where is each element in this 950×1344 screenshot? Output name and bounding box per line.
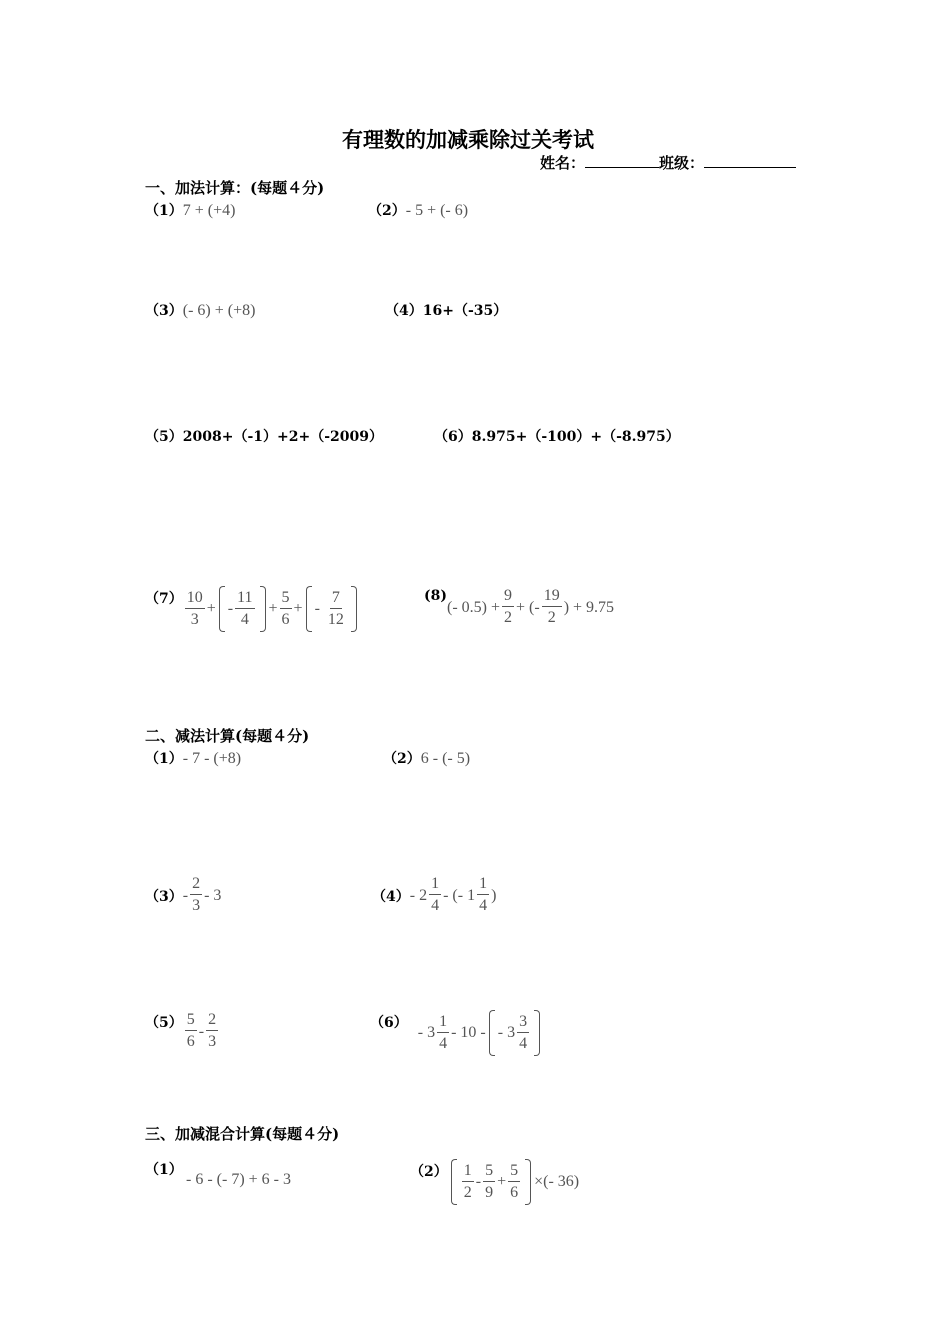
fraction: $\frac{11}{4}$ <box>237 588 253 628</box>
problem-1-4 <box>385 300 507 320</box>
right-paren <box>351 586 357 632</box>
problem-expression: - 3 $\frac{1}{4}$ - 10 - - 3 $\frac{3}{4}$ <box>418 1010 543 1056</box>
problem-2-6 <box>370 1010 543 1056</box>
fraction: $\frac{7}{12}$ <box>327 588 344 628</box>
problem-label: （6） <box>434 429 472 445</box>
problem-expression: 16+（-35） <box>422 303 508 319</box>
problem-label: （5） <box>145 1015 183 1031</box>
fraction: $\frac{2}{3}$ <box>208 1011 217 1050</box>
problem-3-2 <box>410 1159 579 1205</box>
problem-1-6 <box>434 426 680 446</box>
fraction: $\frac{2}{3}$ <box>192 875 201 914</box>
problem-label: （2） <box>383 751 421 767</box>
problem-label: （7） <box>145 591 183 607</box>
fraction: $\frac{19}{2}$ <box>543 587 560 626</box>
problem-label: （1） <box>145 1162 183 1178</box>
class-label: 班级： <box>659 154 705 172</box>
problem-expression: 6 - (- 5) <box>420 750 471 767</box>
name-label: 姓名： <box>540 154 586 172</box>
problem-1-7 <box>145 586 360 632</box>
fraction: $\frac{1}{4}$ <box>439 1012 448 1052</box>
problem-expression: $\frac{1}{2}$ - $\frac{5}{9}$ + $\frac{5}{6}$ ×(- 36) <box>448 1159 579 1205</box>
fraction: $\frac{3}{4}$ <box>519 1012 528 1052</box>
section-heading-addition: 一、加法计算：(每题４分) <box>145 179 325 197</box>
problem-expression: 8.975+（-100）+（-8.975） <box>471 429 680 445</box>
problem-label: （2） <box>410 1164 448 1180</box>
problem-label: （4） <box>372 888 410 905</box>
page-title: 有理数的加减乘除过关考试 <box>342 127 594 152</box>
problem-expression: 2008+（-1）+2+（-2009） <box>182 429 383 445</box>
problem-2-1 <box>145 748 241 768</box>
fraction: $\frac{9}{2}$ <box>504 587 513 626</box>
problem-1-1 <box>145 200 235 220</box>
problem-2-3 <box>145 874 221 917</box>
problem-expression: 7 + (+4) <box>182 202 236 219</box>
right-paren <box>525 1159 531 1205</box>
problem-label: （6） <box>370 1015 408 1031</box>
name-class-bar <box>540 152 796 173</box>
fraction: $\frac{10}{3}$ <box>186 588 203 628</box>
left-paren <box>489 1010 495 1056</box>
problem-1-5 <box>145 426 383 446</box>
name-field[interactable] <box>585 152 659 168</box>
problem-expression: (- 0.5) + $\frac{9}{2}$ + (- $\frac{19}{2}$ ) + 9.75 <box>447 586 614 629</box>
problem-expression: - 7 - (+8) <box>182 750 242 767</box>
problem-label: （2） <box>368 203 406 219</box>
problem-expression: - 2 $\frac{1}{4}$ - (- 1 $\frac{1}{4}$ ) <box>410 874 497 917</box>
right-paren <box>534 1010 540 1056</box>
problem-expression: $\frac{10}{3}$ + - $\frac{11}{4}$ + $\frac{5}{6}$ + - $\frac{7}{12}$ <box>183 586 360 632</box>
problem-expression: - 5 + (- 6) <box>405 202 469 219</box>
section-heading-mixed: 三、加减混合计算(每题４分) <box>145 1125 340 1143</box>
problem-expression: - 6 - (- 7) + 6 - 3 <box>186 1171 291 1188</box>
problem-2-2 <box>383 748 470 768</box>
problem-label: （5） <box>145 429 183 445</box>
left-paren <box>451 1159 457 1205</box>
problem-3-1 <box>145 1159 183 1179</box>
fraction: $\frac{1}{4}$ <box>479 875 488 914</box>
left-paren <box>219 586 225 632</box>
fraction: $\frac{5}{6}$ <box>186 1011 195 1050</box>
right-paren <box>260 586 266 632</box>
problem-label: （3） <box>145 303 183 319</box>
problem-1-3 <box>145 300 255 320</box>
problem-2-5 <box>145 1010 220 1053</box>
problem-expression: (- 6) + (+8) <box>182 302 256 319</box>
fraction: $\frac{1}{2}$ <box>463 1161 472 1201</box>
problem-1-8 <box>424 586 614 629</box>
problem-label: (8) <box>424 588 447 604</box>
problem-expression: $\frac{5}{6}$ - $\frac{2}{3}$ <box>183 1010 220 1053</box>
problem-label: （3） <box>145 888 183 905</box>
problem-label: （1） <box>145 751 183 767</box>
fraction: $\frac{5}{6}$ <box>510 1161 519 1201</box>
fraction: $\frac{5}{9}$ <box>485 1161 494 1201</box>
problem-label: （4） <box>385 303 423 319</box>
problem-1-2 <box>368 200 468 220</box>
left-paren <box>306 586 312 632</box>
problem-2-4 <box>372 874 496 917</box>
fraction: $\frac{5}{6}$ <box>281 588 290 628</box>
fraction: $\frac{1}{4}$ <box>431 875 440 914</box>
section-heading-subtraction: 二、减法计算(每题４分) <box>145 727 310 745</box>
problem-expression: - $\frac{2}{3}$ - 3 <box>183 874 222 917</box>
class-field[interactable] <box>704 152 796 168</box>
problem-label: （1） <box>145 203 183 219</box>
